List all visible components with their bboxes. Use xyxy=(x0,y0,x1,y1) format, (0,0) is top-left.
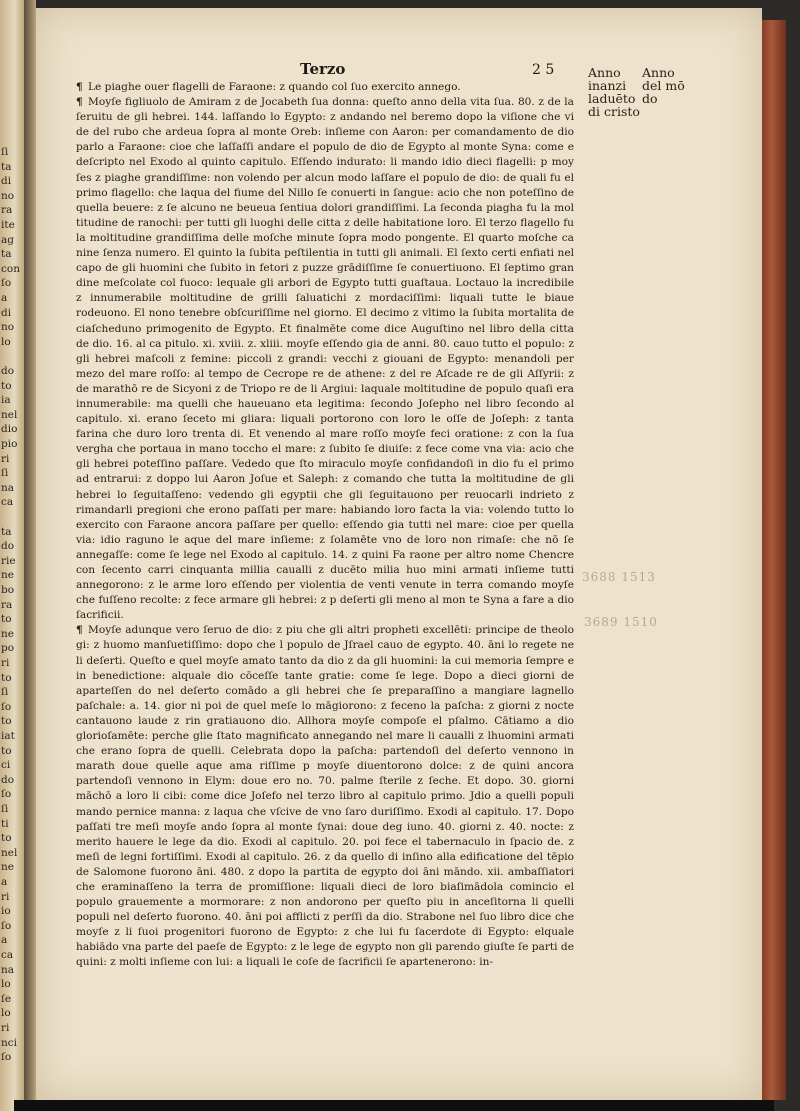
left-page-fragment: na xyxy=(1,963,15,976)
left-page-fragment: ne xyxy=(1,627,14,640)
left-page-fragment: to xyxy=(1,832,12,845)
left-page-fragment: dio xyxy=(1,423,18,436)
left-page-fragment: ra xyxy=(1,204,13,217)
left-page-fragment: nel xyxy=(1,408,18,421)
folio-number: 2 5 xyxy=(532,62,555,78)
left-page-fragment: ſi xyxy=(1,803,9,815)
left-page-fragment: ſi xyxy=(1,467,9,480)
left-page-fragment: to xyxy=(1,379,12,392)
left-page-fragment: pio xyxy=(1,438,18,450)
left-page-fragment: iat xyxy=(1,730,15,742)
margin-note-anno-del-mondo: Anno del mō do xyxy=(642,65,685,106)
left-page-fragment: rie xyxy=(1,554,16,567)
left-page-fragment: ta xyxy=(1,160,12,173)
paragraph xyxy=(76,80,574,95)
left-page-fragment: di xyxy=(1,306,12,319)
left-page-fragment: do xyxy=(1,365,15,377)
left-page-fragment: no xyxy=(1,321,15,334)
heading-line: Le piaghe ouer flagelli de Faraone: z quando col ſuo exercito annego. xyxy=(88,81,461,93)
left-page-fragment: ri xyxy=(1,890,10,903)
left-page-fragment: po xyxy=(1,642,15,655)
left-page-fragment: ci xyxy=(1,759,11,772)
left-page-fragment: ſo xyxy=(1,700,12,713)
left-page-fragment: to xyxy=(1,613,12,626)
left-page-fragment: do xyxy=(1,540,15,553)
left-page-fragment: ra xyxy=(1,598,13,611)
paragraph-mark: ¶ xyxy=(76,81,83,93)
left-page-fragment: ti xyxy=(1,817,9,830)
margin-note-anno-inanzi: Anno inanzi laduēto di cristo xyxy=(588,65,640,119)
left-page-fragment: to xyxy=(1,744,12,757)
left-page-fragment: lo xyxy=(1,335,11,348)
left-page-fragment: nel xyxy=(1,846,18,859)
left-page-fragment: ri xyxy=(1,657,10,669)
left-page-fragment: ne xyxy=(1,861,14,874)
page-edge-red xyxy=(762,20,786,1100)
paragraph xyxy=(76,623,574,970)
paragraph-text: Moyſe adunque vero ſeruo de dio: z piu che gli altri propheti excellēti: principe de theolo gi: z huomo manſuetiſſimo: dopo che l populo de Jſrael cauo de egypto. 40. āni lo regete ne li deſerti. Queſto e quel moyſe amato tanto da dio z da gli huomini: la cui memoria ſempre e in benedictione: alquale dio cōceſſe tante gratie: come ſe lege. Dopo a dieci giorni de aparteſſen do nel deſerto comādo a gli hebrei che ſe preparaſſino a mangiare lagnello paſchale: a. 14. gior ni poi de quel meſe lo māgiorono: z feceno la paſcha: z giorni z nocte cantauono laude z rin gratiauono dio. Allhora moyſe compoſe el pſalmo. Cātiamo a dio glorioſamēte: perche glie ſtato magnificato annegando nel mare li caualli z lhuomini armati che erano ſopra de quelli. Celebrata dopo la paſcha: partendoſi del deſerto vennono in marath doue quelle aque ama riſſime p moyſe diuentorono dolce: z de quini ancora partendoſi vennono in Elym: doue ero no. 70. palme ſterile z ſeche. Et dopo. 30. giorni māchō a loro li cibi: come dice Joſefo nel terzo libro al capitulo primo. Jdio a quelli populi mando pernice manna: z laqua che vſcive de vno ſaro duriſſimo. Exodi al capitulo. 17. Dopo paſſati tre meſi moyſe ando ſopra al monte ſynai: doue deg iuno. 40. giorni z. 40. nocte: z merito hauere le lege da dio. Exodi al capitulo. 20. poi fece el tabernaculo in ſpacio de. z meſi de legni fortiſſimi. Exodi al capitulo. 26. z da quello di inſino alla edificatione del tēpio de Salomone fuorono āni. 480. z dopo la partita de egypto doi āni māndo. xii. ambaſſiatori che eraminaſſeno la terra de promiſſione: liquali dieci de loro biaſimādola comincio el populo grauemente a mormorare: z non andorono per queſto piu in anceſitorna li quelli populi nel deſerto fuorono. 40. āni poi afflicti z perſſi da dio. Strabone nel ſuo libro dice che moyſe z li ſuoi progenitori fuorono de Egypto: z che lui fu ſacerdote di Egypto: elquale habiādo vna parte del paeſe de Egypto: z le lege de egypto non gli parendo giuſte ſe parti de quini: z molti inſieme con lui: a liquali le coſe de ſacrificii ſe apartenerono: in- xyxy=(76,624,574,969)
left-page-fragment: ſo xyxy=(1,788,12,801)
faint-margin-numbers-a: 3688 1513 xyxy=(582,570,656,584)
left-page-fragment: na xyxy=(1,481,15,494)
left-page-fragment: lo xyxy=(1,978,11,991)
left-page-fragment: con xyxy=(1,262,20,275)
left-page-fragment: ca xyxy=(1,949,14,961)
left-page-fragment: ta xyxy=(1,525,12,538)
left-page-fragment: ca xyxy=(1,496,14,509)
left-page-edge xyxy=(0,0,24,1111)
faint-margin-numbers-b: 3689 1510 xyxy=(584,615,658,629)
left-page-fragment: io xyxy=(1,905,11,918)
left-page-fragment: a xyxy=(1,934,8,947)
left-page-fragment: ſi xyxy=(1,146,9,158)
paragraph xyxy=(76,95,574,623)
left-page-fragment: ſi xyxy=(1,686,9,699)
left-page-fragment: ta xyxy=(1,248,12,261)
left-page-fragment: di xyxy=(1,175,12,188)
left-page-fragment: a xyxy=(1,292,8,304)
main-text-block xyxy=(76,80,574,971)
left-page-fragment: ag xyxy=(1,233,14,246)
paragraph-mark: ¶ xyxy=(76,96,83,109)
left-page-fragment: a xyxy=(1,876,8,888)
left-page-fragment: lo xyxy=(1,1007,11,1020)
left-page-fragment: ſo xyxy=(1,1051,12,1064)
left-page-fragment: ſo xyxy=(1,277,12,290)
running-head: Terzo xyxy=(300,60,346,78)
left-page-fragment: ſo xyxy=(1,919,12,932)
left-page-fragment: to xyxy=(1,671,12,684)
left-page-fragment: no xyxy=(1,189,15,202)
scan-bottom-bar xyxy=(14,1100,774,1111)
left-page-fragment: ite xyxy=(1,219,15,231)
left-page-fragment: bo xyxy=(1,584,15,596)
left-page-fragment: ne xyxy=(1,569,14,582)
left-page-fragment: ſe xyxy=(1,992,12,1005)
left-page-fragment: ri xyxy=(1,452,10,465)
left-page-fragment: ri xyxy=(1,1022,10,1034)
left-page-fragment: do xyxy=(1,773,15,786)
paragraph-text: Moyſe figliuolo de Amiram z de Jocabeth ſua donna: queſto anno della vita ſua. 80. z de la ſeruitu de gli hebrei. 144. laſſando lo Egypto: z andando nel beremo dopo la viſione che vi de del rubo che ardeua ſopra al monte Oreb: inſieme con Aaron: per comandamento de dio parlo a Faraone: cioe che laſſaſſi andare el populo de dio de Egypto al monte Syna: come e deſcripto nel Exodo al quinto capitulo. Eſſendo indurato: li mando idio dieci flagelli: p moy ſes z piaghe grandiſſime: non volendo per alcun modo laſſare el populo de dio: de quali fu el primo flagello: che laqua del fiume del Nillo ſe conuerti in ſangue: acio che non poteſſino de quella beuere: z ſe alcuno ne beueua ſentiua dolori grandiſſimi. La ſeconda piagha fu la mol titudine de ranochi: per tutti gli luoghi delle citta z delle habitatione loro. El terzo flagello fu la moltitudine grandiſſima delle moſche minute ſopra modo pongente. El quarto moſche ca nine ſenza numero. El quinto la ſubita peſtilentia in tutti gli animali. El ſexto certi enfiati nel capo de gli huomini che ſubito in fetori z puzze grādiſſime ſe conuertiuono. El ſeptimo gran dine meſcolate col fuoco: lequale gli arbori de Egypto tutti guaſtaua. Loctauo la incredibile z innumerabile moltitudine de grilli ſaluatichi z mordaciſſimi: liquali tutte le biaue rodeuono. El nono tenebre obſcuriſſime nel giorno. El decimo z vltimo la ſubita mortalita de ciaſcheduno primogenito de Egypto. Et finalmēte come dice Auguſtino nel libro della citta de dio. 16. al ca pitulo. xi. xviii. z. xliii. moyſe eſſendo gia de anni. 80. cauo tutto el populo: z gli hebrei maſcoli z femine: piccoli z grandi: vecchi z giouani de Egypto: menandoli per mezo del mare roſſo: al tempo de Cecrope re de athene: z del re Aſcade re de gli Aſſyrii: z de marathō re de Sicyoni z de Triopo re de li Argiui: laquale moltitudine de populo quaſi era innumerabile: ma quelli che haueuano eta legitima: ſecondo Joſepho nel libro ſecondo al capitulo. xi. erano ſeceto mi gliara: liquali portorono con loro le oſſe de Joſeph: z tanta farina che duro loro trenta di. Et venendo al mare roſſo moyſe feci oratione: z con la ſua vergha che portaua in mano toccho el mare: z ſubito ſe diuiſe: z fece come vna via: acio che gli hebrei poteſſino paſſare. Vededo que ſto miraculo moyſe confidandoſi in dio fu el primo ad entrarui: z doppo lui Aaron Joſue et Saleph: z comando che tutta la moltitudine de gli hebrei lo ſeguitaſſeno: vedendo gli egyptii che gli ſeguitauono per reuocarli indrieto z rimandarli pregioni che erono paſſati per mare: habiando loro facta la via: volendo tutto lo exercito con Faraone ancora paſſare per quello: eſſendo gia tutti nel mare: cioe per quella via: idio raguno le aque del mare inſieme: z ſolamēte vno de loro non rimaſe: che nō ſe annegaſſe: come ſe lege nel Exodo al capitulo. 14. z quini Fa raone per altro nome Chencre con ſecento carri cinquanta millia caualli z ducēto milia huo mini armati inſieme tutti annegorono: z le arme loro eſſendo per violentia de venti venute in terra comando moyſe che fuſſeno recolte: z fece armare gli hebrei: z p deſerti gli meno al mon te Syna a fare a dio ſacrificii. xyxy=(76,96,574,622)
left-page-fragment: ia xyxy=(1,394,11,407)
left-page-fragment: nci xyxy=(1,1036,18,1049)
paragraph-mark: ¶ xyxy=(76,624,83,637)
left-page-fragment: to xyxy=(1,715,12,728)
binding-gutter xyxy=(24,0,36,1111)
